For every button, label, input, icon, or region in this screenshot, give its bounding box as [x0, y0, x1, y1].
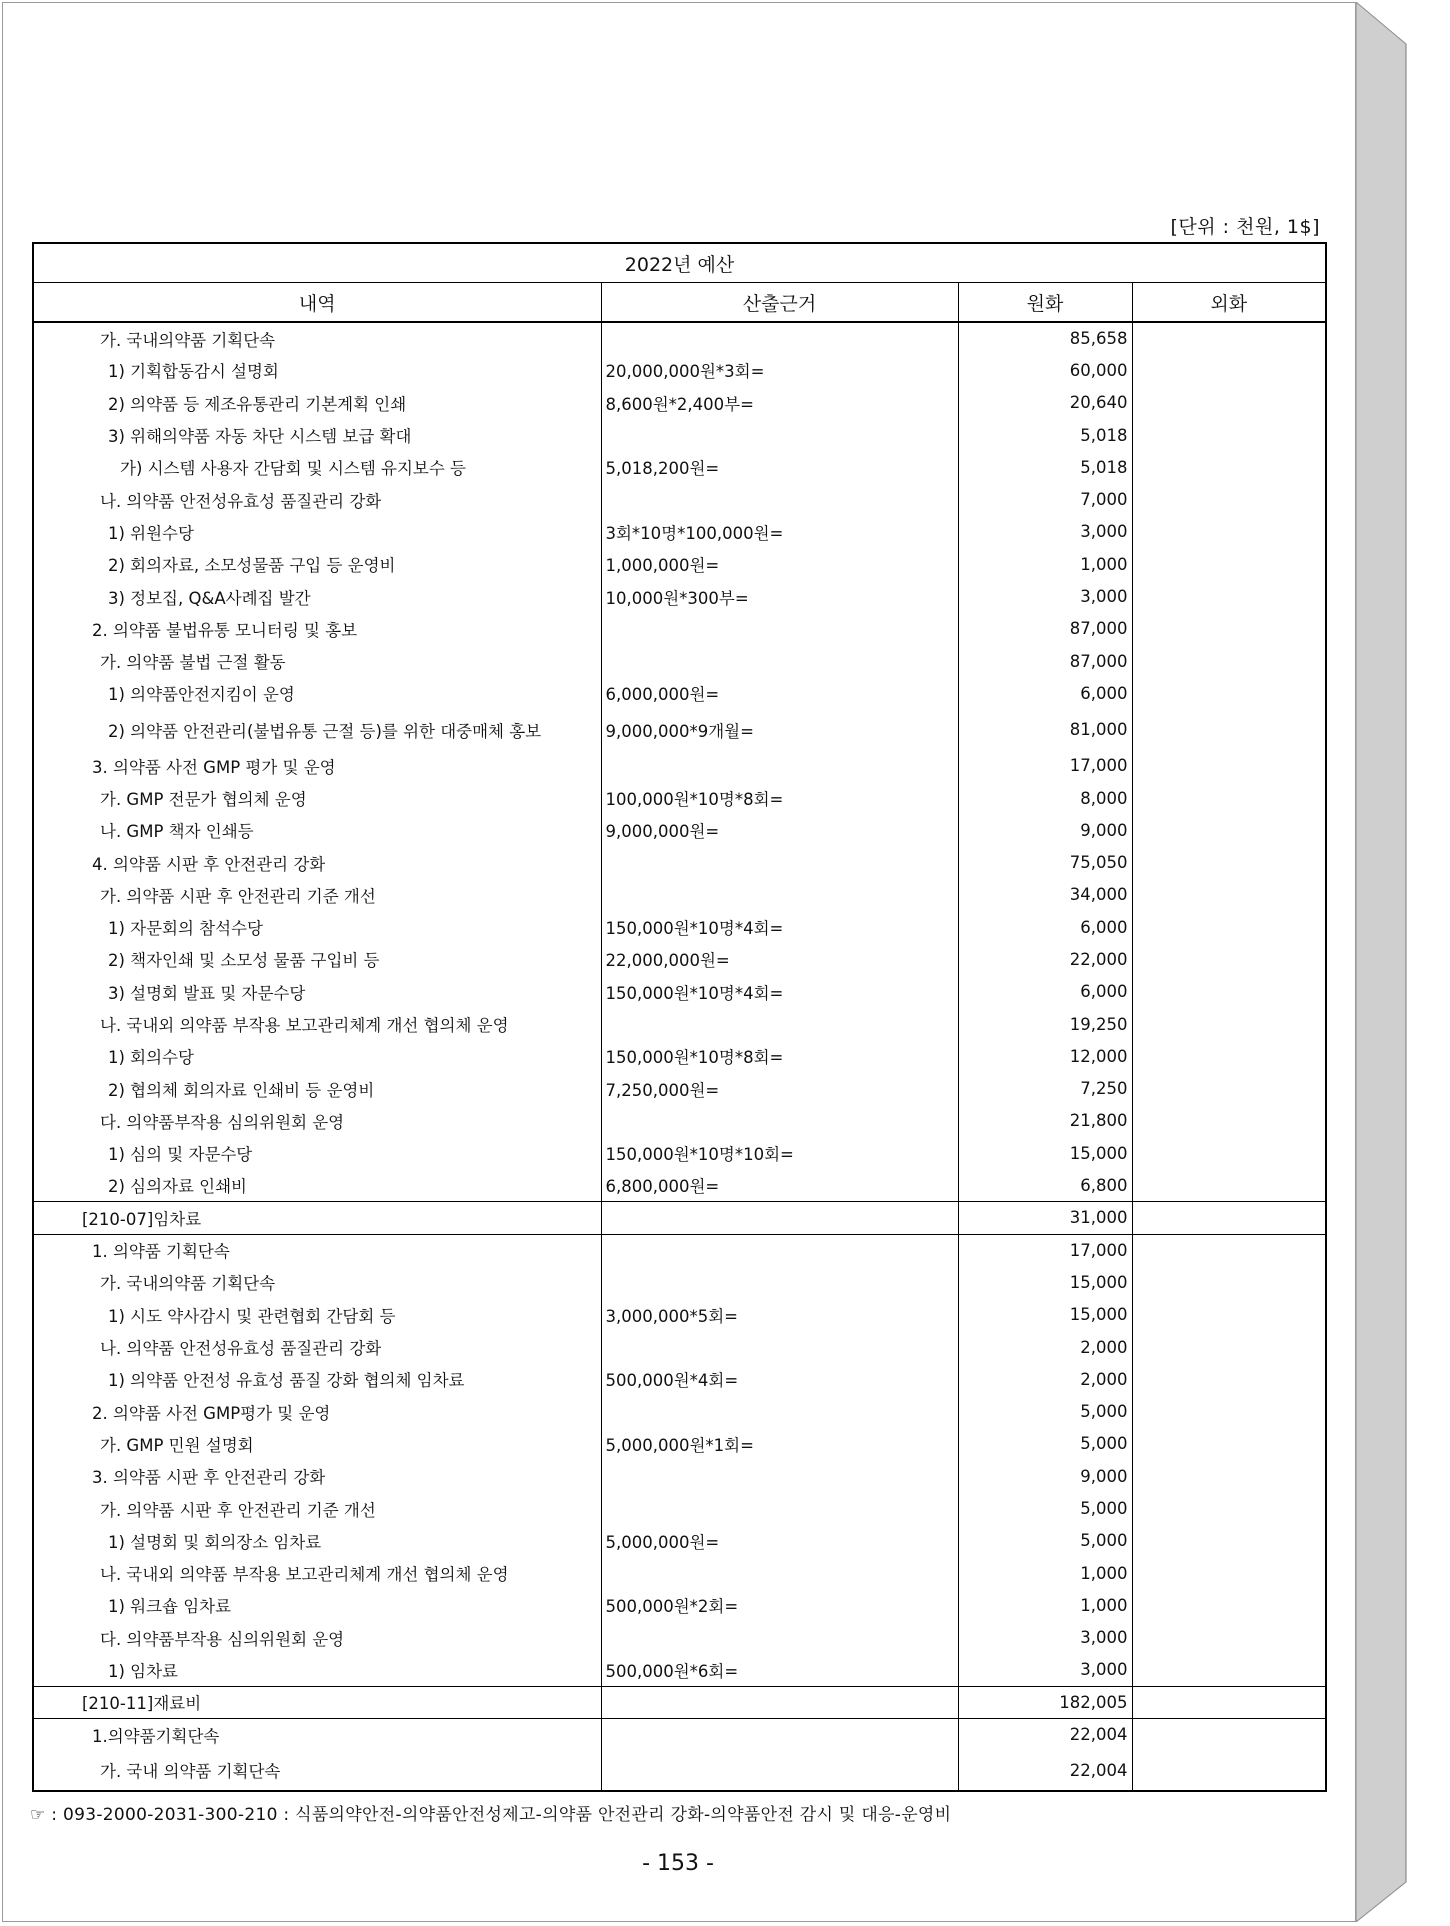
table-row: [33, 1718, 1326, 1750]
row-krw-amount: 12,000: [958, 1040, 1132, 1072]
row-description: 나. 국내외 의약품 부작용 보고관리체계 개선 협의체 운영: [33, 1557, 601, 1589]
row-krw-amount: 1,000: [958, 548, 1132, 580]
row-description: 1) 시도 약사감시 및 관련협회 간담회 등: [33, 1299, 601, 1331]
row-description: 가) 시스템 사용자 간담회 및 시스템 유지보수 등: [33, 451, 601, 483]
row-description: 1) 심의 및 자문수당: [33, 1137, 601, 1169]
row-description: 3) 설명회 발표 및 자문수당: [33, 976, 601, 1008]
row-krw-amount: 3,000: [958, 1654, 1132, 1686]
row-basis: [601, 846, 958, 878]
row-krw-amount: 15,000: [958, 1299, 1132, 1331]
row-krw-amount: 9,000: [958, 1460, 1132, 1492]
row-foreign-amount: [1132, 677, 1326, 709]
row-description: 가. 의약품 시판 후 안전관리 기준 개선: [33, 1492, 601, 1524]
row-basis: [601, 322, 958, 354]
row-description: 1) 회의수당: [33, 1040, 601, 1072]
row-krw-amount: 22,004: [958, 1751, 1132, 1791]
table-row: [33, 1331, 1326, 1363]
row-basis: 8,600원*2,400부=: [601, 387, 958, 419]
row-krw-amount: 21,800: [958, 1105, 1132, 1137]
row-basis: 150,000원*10명*4회=: [601, 976, 958, 1008]
row-description: 1) 임차료: [33, 1654, 601, 1686]
row-description: 다. 의약품부작용 심의위원회 운영: [33, 1105, 601, 1137]
table-row: [33, 1299, 1326, 1331]
row-basis: [601, 1202, 958, 1234]
table-row: [33, 1751, 1326, 1791]
row-foreign-amount: [1132, 354, 1326, 386]
row-foreign-amount: [1132, 580, 1326, 612]
row-description: 나. 의약품 안전성유효성 품질관리 강화: [33, 483, 601, 515]
row-foreign-amount: [1132, 1492, 1326, 1524]
row-description: 1) 기획합동감시 설명회: [33, 354, 601, 386]
row-krw-amount: 5,000: [958, 1396, 1132, 1428]
row-foreign-amount: [1132, 976, 1326, 1008]
row-basis: 20,000,000원*3회=: [601, 354, 958, 386]
row-basis: [601, 1460, 958, 1492]
footnote: ☞ : 093-2000-2031-300-210 : 식품의약안전-의약품안전성제고-의약품 안전관리 강화-의약품안전 감시 및 대응-운영비: [30, 1805, 952, 1825]
row-krw-amount: 17,000: [958, 1234, 1132, 1266]
row-foreign-amount: [1132, 451, 1326, 483]
row-foreign-amount: [1132, 387, 1326, 419]
row-foreign-amount: [1132, 1460, 1326, 1492]
row-krw-amount: 6,000: [958, 911, 1132, 943]
row-basis: 500,000원*2회=: [601, 1589, 958, 1621]
row-foreign-amount: [1132, 1073, 1326, 1105]
column-header-description: 내역: [33, 283, 601, 323]
column-header-basis: 산출근거: [601, 283, 958, 323]
row-foreign-amount: [1132, 1363, 1326, 1395]
row-description: 2) 의약품 등 제조유통관리 기본계획 인쇄: [33, 387, 601, 419]
row-krw-amount: 5,000: [958, 1492, 1132, 1524]
table-row: [33, 750, 1326, 782]
table-row: [33, 1234, 1326, 1266]
row-krw-amount: 60,000: [958, 354, 1132, 386]
row-description: 4. 의약품 시판 후 안전관리 강화: [33, 846, 601, 878]
row-basis: 3,000,000*5회=: [601, 1299, 958, 1331]
row-foreign-amount: [1132, 911, 1326, 943]
row-basis: 500,000원*4회=: [601, 1363, 958, 1395]
row-foreign-amount: [1132, 1169, 1326, 1201]
row-foreign-amount: [1132, 1202, 1326, 1234]
unit-label: [단위 : 천원, 1$]: [1170, 216, 1320, 238]
row-foreign-amount: [1132, 1396, 1326, 1428]
table-row: [33, 710, 1326, 750]
row-foreign-amount: [1132, 645, 1326, 677]
table-row: [33, 1169, 1326, 1201]
row-basis: [601, 1622, 958, 1654]
row-basis: 6,800,000원=: [601, 1169, 958, 1201]
row-foreign-amount: [1132, 1557, 1326, 1589]
row-krw-amount: 22,000: [958, 943, 1132, 975]
table-row: [33, 419, 1326, 451]
table-row: [33, 1622, 1326, 1654]
row-foreign-amount: [1132, 548, 1326, 580]
table-row: [33, 879, 1326, 911]
row-basis: 150,000원*10명*10회=: [601, 1137, 958, 1169]
row-description: 2) 회의자료, 소모성물품 구입 등 운영비: [33, 548, 601, 580]
table-row: [33, 354, 1326, 386]
row-basis: [601, 1234, 958, 1266]
row-krw-amount: 85,658: [958, 322, 1132, 354]
row-foreign-amount: [1132, 1299, 1326, 1331]
table-row: [33, 1686, 1326, 1718]
row-krw-amount: 1,000: [958, 1557, 1132, 1589]
row-krw-amount: 81,000: [958, 710, 1132, 750]
row-basis: 9,000,000원=: [601, 814, 958, 846]
row-description: 2) 의약품 안전관리(불법유통 근절 등)를 위한 대중매체 홍보: [33, 710, 601, 750]
row-krw-amount: 22,004: [958, 1718, 1132, 1750]
row-krw-amount: 5,000: [958, 1428, 1132, 1460]
row-description: 1) 워크숍 임차료: [33, 1589, 601, 1621]
row-foreign-amount: [1132, 782, 1326, 814]
row-krw-amount: 5,018: [958, 419, 1132, 451]
table-row: [33, 677, 1326, 709]
table-row: [33, 943, 1326, 975]
row-krw-amount: 2,000: [958, 1363, 1132, 1395]
row-description: 1) 자문회의 참석수당: [33, 911, 601, 943]
table-row: [33, 1202, 1326, 1234]
row-basis: [601, 1266, 958, 1298]
row-description: 3. 의약품 시판 후 안전관리 강화: [33, 1460, 601, 1492]
row-krw-amount: 5,018: [958, 451, 1132, 483]
row-foreign-amount: [1132, 1654, 1326, 1686]
row-description: 가. 국내 의약품 기획단속: [33, 1751, 601, 1791]
row-foreign-amount: [1132, 846, 1326, 878]
table-row: [33, 516, 1326, 548]
row-description: 3. 의약품 사전 GMP 평가 및 운영: [33, 750, 601, 782]
row-basis: [601, 1718, 958, 1750]
row-description: 1) 의약품안전지킴이 운영: [33, 677, 601, 709]
row-foreign-amount: [1132, 1040, 1326, 1072]
row-basis: [601, 750, 958, 782]
row-description: 가. 의약품 시판 후 안전관리 기준 개선: [33, 879, 601, 911]
row-description: 2. 의약품 불법유통 모니터링 및 홍보: [33, 613, 601, 645]
column-header-krw: 원화: [958, 283, 1132, 323]
row-foreign-amount: [1132, 516, 1326, 548]
row-description: 2. 의약품 사전 GMP평가 및 운영: [33, 1396, 601, 1428]
row-basis: 150,000원*10명*4회=: [601, 911, 958, 943]
row-basis: 22,000,000원=: [601, 943, 958, 975]
row-basis: 7,250,000원=: [601, 1073, 958, 1105]
row-krw-amount: 17,000: [958, 750, 1132, 782]
row-krw-amount: 34,000: [958, 879, 1132, 911]
row-krw-amount: 15,000: [958, 1266, 1132, 1298]
table-row: [33, 782, 1326, 814]
row-basis: 5,018,200원=: [601, 451, 958, 483]
table-row: [33, 976, 1326, 1008]
row-description: 2) 책자인쇄 및 소모성 물품 구입비 등: [33, 943, 601, 975]
table-row: [33, 1525, 1326, 1557]
row-krw-amount: 31,000: [958, 1202, 1132, 1234]
row-krw-amount: 6,000: [958, 976, 1132, 1008]
row-description: [210-07]임차료: [33, 1202, 601, 1234]
row-krw-amount: 9,000: [958, 814, 1132, 846]
row-krw-amount: 87,000: [958, 613, 1132, 645]
row-krw-amount: 75,050: [958, 846, 1132, 878]
row-description: 가. GMP 전문가 협의체 운영: [33, 782, 601, 814]
row-basis: 5,000,000원=: [601, 1525, 958, 1557]
row-foreign-amount: [1132, 1008, 1326, 1040]
table-row: [33, 613, 1326, 645]
row-description: 2) 심의자료 인쇄비: [33, 1169, 601, 1201]
table-row: [33, 1428, 1326, 1460]
row-basis: [601, 1751, 958, 1791]
row-basis: [601, 1686, 958, 1718]
row-krw-amount: 87,000: [958, 645, 1132, 677]
row-foreign-amount: [1132, 1525, 1326, 1557]
row-basis: [601, 645, 958, 677]
table-row: [33, 1105, 1326, 1137]
row-description: 나. GMP 책자 인쇄등: [33, 814, 601, 846]
row-description: 3) 정보집, Q&A사례집 발간: [33, 580, 601, 612]
row-krw-amount: 3,000: [958, 580, 1132, 612]
table-row: [33, 1589, 1326, 1621]
row-basis: 10,000원*300부=: [601, 580, 958, 612]
row-description: 1) 설명회 및 회의장소 임차료: [33, 1525, 601, 1557]
row-foreign-amount: [1132, 322, 1326, 354]
row-description: 가. GMP 민원 설명회: [33, 1428, 601, 1460]
row-krw-amount: 3,000: [958, 516, 1132, 548]
row-description: 나. 의약품 안전성유효성 품질관리 강화: [33, 1331, 601, 1363]
row-krw-amount: 3,000: [958, 1622, 1132, 1654]
row-foreign-amount: [1132, 1718, 1326, 1750]
row-foreign-amount: [1132, 1234, 1326, 1266]
row-foreign-amount: [1132, 1622, 1326, 1654]
table-row: [33, 1396, 1326, 1428]
row-foreign-amount: [1132, 1428, 1326, 1460]
row-foreign-amount: [1132, 879, 1326, 911]
row-description: 다. 의약품부작용 심의위원회 운영: [33, 1622, 601, 1654]
row-foreign-amount: [1132, 419, 1326, 451]
table-row: [33, 645, 1326, 677]
row-foreign-amount: [1132, 750, 1326, 782]
row-foreign-amount: [1132, 814, 1326, 846]
row-basis: [601, 419, 958, 451]
row-foreign-amount: [1132, 1137, 1326, 1169]
row-krw-amount: 5,000: [958, 1525, 1132, 1557]
row-foreign-amount: [1132, 1266, 1326, 1298]
row-krw-amount: 20,640: [958, 387, 1132, 419]
table-row: [33, 483, 1326, 515]
row-description: 1. 의약품 기획단속: [33, 1234, 601, 1266]
row-basis: [601, 1396, 958, 1428]
row-foreign-amount: [1132, 943, 1326, 975]
year-header: 2022년 예산: [33, 243, 1326, 283]
row-basis: 6,000,000원=: [601, 677, 958, 709]
table-row: [33, 1266, 1326, 1298]
row-description: 1) 의약품 안전성 유효성 품질 강화 협의체 임차료: [33, 1363, 601, 1395]
row-description: 가. 의약품 불법 근절 활동: [33, 645, 601, 677]
row-foreign-amount: [1132, 613, 1326, 645]
row-description: [210-11]재료비: [33, 1686, 601, 1718]
table-row: [33, 1137, 1326, 1169]
row-description: 3) 위해의약품 자동 차단 시스템 보급 확대: [33, 419, 601, 451]
table-row: [33, 1040, 1326, 1072]
table-row: [33, 451, 1326, 483]
row-description: 나. 국내외 의약품 부작용 보고관리체계 개선 협의체 운영: [33, 1008, 601, 1040]
row-krw-amount: 182,005: [958, 1686, 1132, 1718]
row-krw-amount: 15,000: [958, 1137, 1132, 1169]
table-row: [33, 322, 1326, 354]
row-krw-amount: 7,250: [958, 1073, 1132, 1105]
row-krw-amount: 1,000: [958, 1589, 1132, 1621]
row-basis: 1,000,000원=: [601, 548, 958, 580]
row-basis: [601, 613, 958, 645]
row-description: 1.의약품기획단속: [33, 1718, 601, 1750]
column-header-foreign: 외화: [1132, 283, 1326, 323]
row-basis: [601, 1557, 958, 1589]
table-row: [33, 387, 1326, 419]
row-basis: [601, 879, 958, 911]
table-row: [33, 1492, 1326, 1524]
row-foreign-amount: [1132, 1751, 1326, 1791]
row-foreign-amount: [1132, 1589, 1326, 1621]
page-number: - 153 -: [642, 1851, 714, 1876]
table-row: [33, 846, 1326, 878]
row-krw-amount: 8,000: [958, 782, 1132, 814]
budget-table: [32, 242, 1327, 1792]
row-basis: 150,000원*10명*8회=: [601, 1040, 958, 1072]
page-curl-edge: [1356, 2, 1446, 1922]
table-row: [33, 1654, 1326, 1686]
table-row: [33, 548, 1326, 580]
table-body: [33, 322, 1326, 1791]
row-basis: [601, 1008, 958, 1040]
row-krw-amount: 19,250: [958, 1008, 1132, 1040]
row-description: 가. 국내의약품 기획단속: [33, 322, 601, 354]
row-krw-amount: 6,000: [958, 677, 1132, 709]
table-row: [33, 1460, 1326, 1492]
table-row: [33, 1557, 1326, 1589]
table-row: [33, 911, 1326, 943]
row-description: 가. 국내의약품 기획단속: [33, 1266, 601, 1298]
table-row: [33, 814, 1326, 846]
row-foreign-amount: [1132, 1105, 1326, 1137]
row-basis: 100,000원*10명*8회=: [601, 782, 958, 814]
row-foreign-amount: [1132, 1686, 1326, 1718]
table-row: [33, 580, 1326, 612]
table-row: [33, 1363, 1326, 1395]
row-basis: [601, 1492, 958, 1524]
row-foreign-amount: [1132, 483, 1326, 515]
row-description: 1) 위원수당: [33, 516, 601, 548]
row-basis: [601, 1331, 958, 1363]
row-basis: 9,000,000*9개월=: [601, 710, 958, 750]
row-basis: 500,000원*6회=: [601, 1654, 958, 1686]
table-row: [33, 1073, 1326, 1105]
row-krw-amount: 7,000: [958, 483, 1132, 515]
row-basis: 3회*10명*100,000원=: [601, 516, 958, 548]
row-krw-amount: 2,000: [958, 1331, 1132, 1363]
row-foreign-amount: [1132, 710, 1326, 750]
row-description: 2) 협의체 회의자료 인쇄비 등 운영비: [33, 1073, 601, 1105]
row-basis: [601, 1105, 958, 1137]
table-row: [33, 1008, 1326, 1040]
row-basis: [601, 483, 958, 515]
row-basis: 5,000,000원*1회=: [601, 1428, 958, 1460]
row-foreign-amount: [1132, 1331, 1326, 1363]
row-krw-amount: 6,800: [958, 1169, 1132, 1201]
